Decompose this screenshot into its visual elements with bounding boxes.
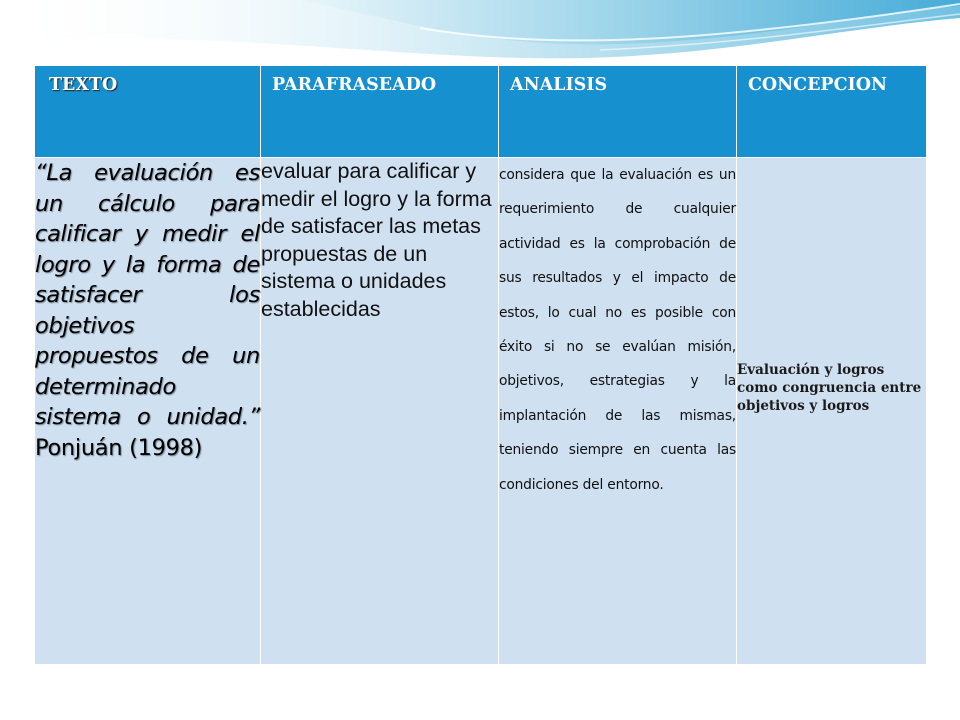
- concepcion-text: Evaluación y logros como congruencia entre objetivos y logros: [737, 362, 922, 414]
- parafraseado-text: evaluar para calificar y medir el logro y la forma de satisfacer las metas propuestas de un sistema o unidades establecidas: [261, 159, 492, 321]
- comparison-table: [34, 65, 927, 665]
- header-texto: TEXTO: [35, 66, 261, 158]
- cell-concepcion: [737, 158, 927, 665]
- texto-content: [35, 158, 260, 463]
- table-header-row: [35, 66, 927, 158]
- cell-analisis: [499, 158, 737, 665]
- cell-texto: [35, 158, 261, 665]
- analisis-text: considera que la evaluación es un requerimiento de cualquier actividad es la comprobación de sus resultados y el impacto de estos, lo cual no es posible con éxito si no se evalúan misión, objetivos, estrategias y la implantación de las mismas, teniendo siempre en cuenta las condiciones del entorno.: [499, 167, 736, 493]
- header-concepcion: CONCEPCION: [737, 66, 927, 158]
- texto-quote: “La evaluación es un cálculo para calificar y medir el logro y la forma de satisfacer los objetivos propuestos de un determinado sistema o unidad.”: [35, 160, 260, 430]
- table-row: [35, 158, 927, 665]
- header-analisis: ANALISIS: [499, 66, 737, 158]
- cell-parafraseado: [261, 158, 499, 665]
- texto-citation: Ponjuán (1998): [35, 434, 203, 461]
- header-parafraseado: PARAFRASEADO: [261, 66, 499, 158]
